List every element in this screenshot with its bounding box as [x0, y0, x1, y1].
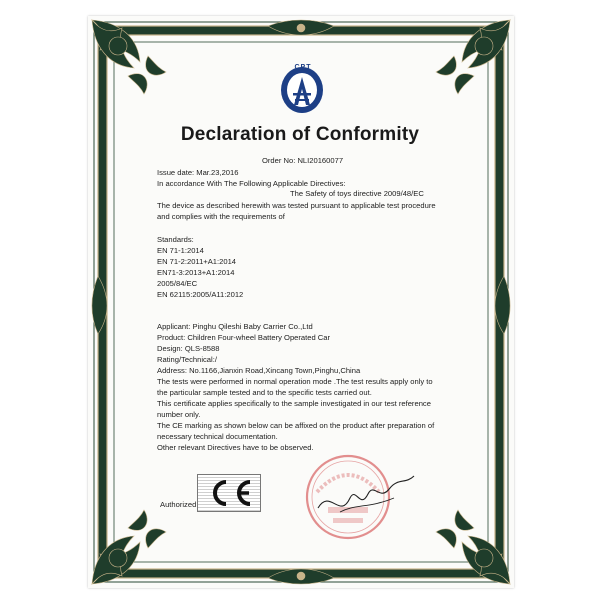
design: Design: QLS-8588 [157, 344, 220, 353]
standard-item: EN71-3:2013+A1:2014 [157, 268, 235, 277]
standard-item: 2005/84/EC [157, 279, 198, 288]
logo-text: CPT [294, 64, 312, 71]
page-title: Declaration of Conformity [180, 124, 420, 145]
note-line: Other relevant Directives have to be observed. [157, 443, 314, 452]
note-line: The tests were performed in normal operation mode .The test results apply only to [157, 377, 433, 386]
authorized-label: Authorized [160, 500, 197, 509]
issue-date: Issue date: Mar.23,2016 [157, 168, 239, 177]
standard-item: EN 62115:2005/A11:2012 [157, 290, 244, 299]
device-text-line: and complies with the requirements of [157, 212, 285, 221]
standard-item: EN 71-2:2011+A1:2014 [157, 257, 237, 266]
address: Address: No.1166,Jianxin Road,Xincang Town,Pinghu,China [157, 366, 361, 375]
product: Product: Children Four-wheel Battery Operated Car [157, 333, 331, 342]
applicant: Applicant: Pinghu Qileshi Baby Carrier Co.,Ltd [157, 322, 313, 331]
ce-mark-icon [206, 478, 254, 508]
directives-intro: In accordance With The Following Applicable Directives: [157, 179, 346, 188]
standard-item: EN 71-1:2014 [157, 246, 204, 255]
rating: Rating/Technical:/ [157, 355, 217, 364]
directive-text: The Safety of toys directive 2009/48/EC [290, 189, 424, 198]
standards-label: Standards: [157, 235, 194, 244]
order-number: Order No: NLI20160077 [262, 156, 344, 165]
signature-icon [310, 468, 420, 528]
device-text-line: The device as described herewith was tested pursuant to applicable test procedure [157, 201, 436, 210]
note-line: number only. [157, 410, 201, 419]
note-line: the particular sample tested and to the specific tests carried out. [157, 388, 372, 397]
note-line: This certificate applies specifically to the sample investigated in our test reference [157, 399, 431, 408]
note-line: necessary technical documentation. [157, 432, 278, 441]
note-line: The CE marking as shown below can be affixed on the product after preparation of [157, 421, 435, 430]
